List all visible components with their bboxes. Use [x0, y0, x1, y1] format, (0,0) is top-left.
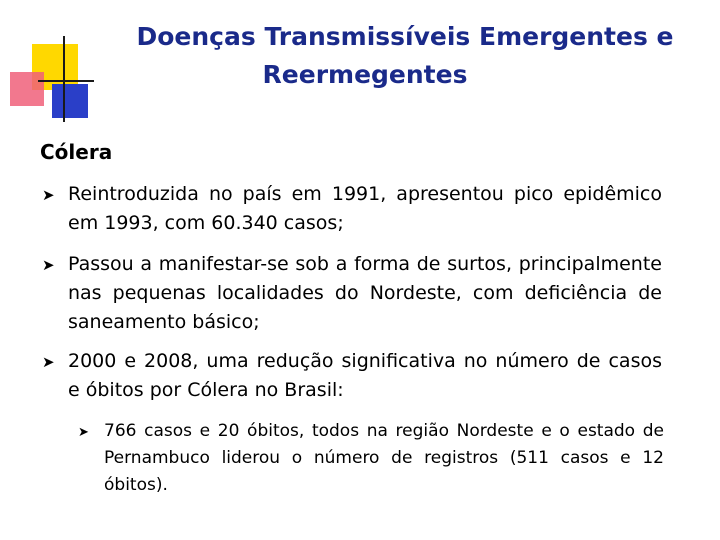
bullet-text: Reintroduzida no país em 1991, apresentou pico epidêmico em 1993, com 60.340 casos; — [68, 183, 662, 234]
arrow-right-icon: ➤ — [78, 425, 89, 440]
bullet-text: Passou a manifestar-se sob a forma de surtos, principalmente nas pequenas localidades do Nordeste, com deficiência de saneamento básico; — [68, 253, 662, 333]
arrow-right-icon: ➤ — [42, 186, 55, 204]
slide-title — [0, 18, 720, 94]
title-line-1: Doenças Transmissíveis Emergentes e — [136, 22, 674, 51]
bullet-item — [42, 250, 662, 337]
arrow-right-icon: ➤ — [42, 256, 55, 274]
section-heading: Cólera — [40, 140, 113, 164]
arrow-right-icon: ➤ — [42, 353, 55, 371]
sub-bullet-text: 766 casos e 20 óbitos, todos na região Nordeste e o estado de Pernambuco liderou o número de registros (511 casos e 12 óbitos). — [104, 421, 664, 495]
bullet-text: 2000 e 2008, uma redução significativa no número de casos e óbitos por Cólera no Brasil: — [68, 350, 662, 401]
sub-bullet-item — [78, 418, 664, 499]
bullet-item — [42, 347, 662, 405]
title-line-2: Reermegentes — [262, 60, 468, 89]
bullet-item — [42, 180, 662, 238]
